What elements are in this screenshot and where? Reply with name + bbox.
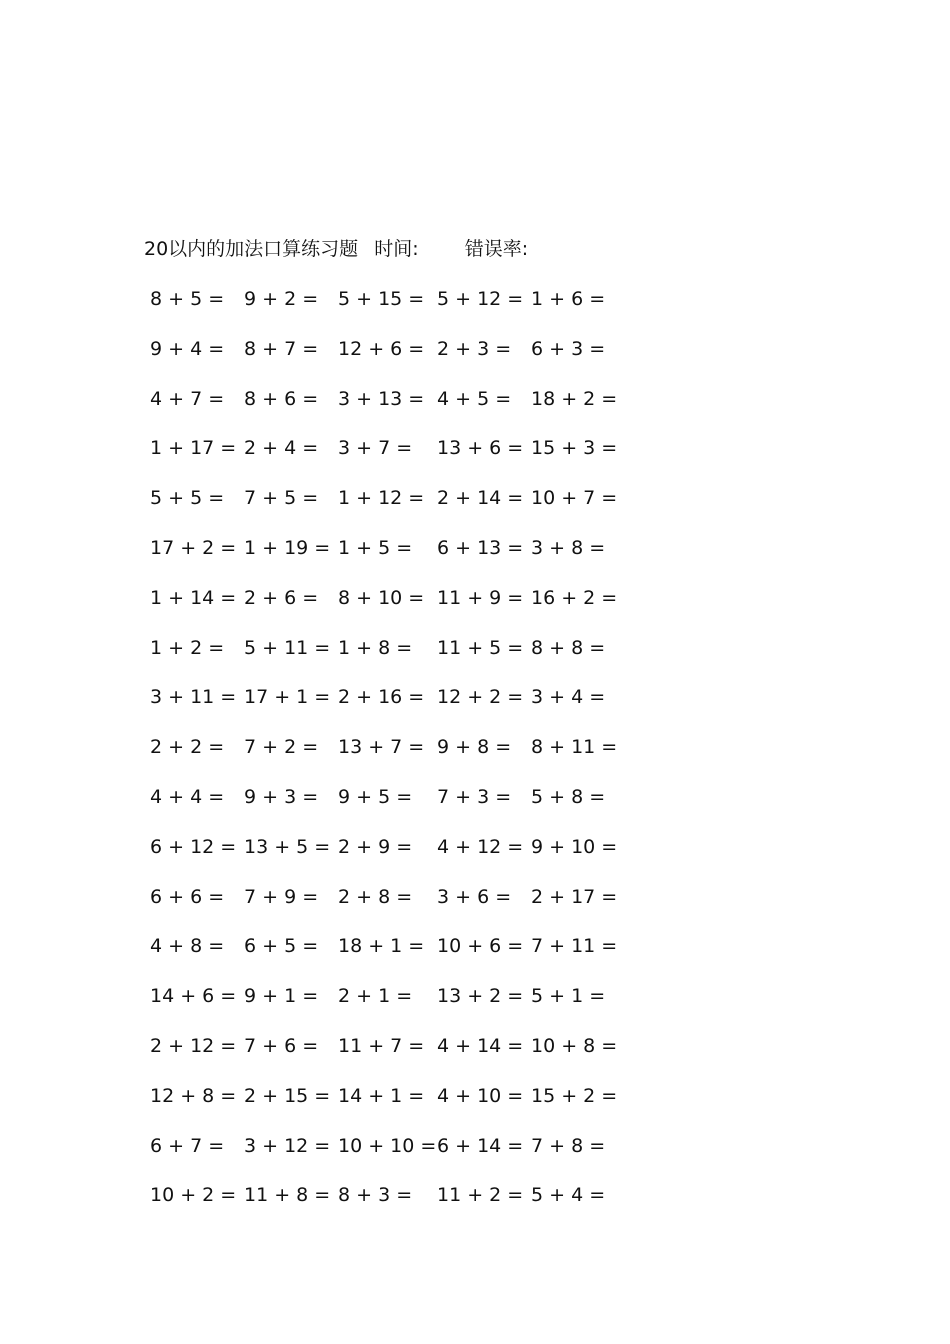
problem-item: 13 + 7 =	[338, 736, 425, 759]
problem-item: 12 + 2 =	[437, 686, 524, 709]
problem-item: 1 + 5 =	[338, 537, 413, 559]
problem-item: 7 + 6 =	[244, 1035, 319, 1057]
time-label: 时间:	[374, 238, 419, 260]
problem-item: 4 + 12 =	[437, 835, 524, 858]
worksheet-title: 20以内的加法口算练习题	[144, 238, 359, 260]
problem-item: 2 + 17 =	[531, 885, 618, 908]
error-rate-label: 错误率:	[464, 238, 529, 260]
problem-item: 9 + 5 =	[338, 786, 413, 808]
problem-item: 13 + 5 =	[244, 835, 331, 858]
problem-item: 7 + 11 =	[531, 935, 618, 958]
problem-item: 2 + 8 =	[338, 885, 413, 908]
problem-item: 2 + 3 =	[437, 337, 512, 360]
problem-item: 5 + 11 =	[244, 636, 331, 659]
problem-item: 10 + 10 =	[338, 1134, 437, 1157]
problem-item: 9 + 4 =	[150, 337, 225, 360]
problem-item: 16 + 2 =	[531, 586, 618, 609]
problem-item: 4 + 4 =	[150, 786, 225, 808]
problem-item: 2 + 15 =	[244, 1084, 331, 1107]
problem-item: 10 + 7 =	[531, 487, 618, 510]
problem-item: 9 + 10 =	[531, 835, 618, 858]
problem-item: 12 + 6 =	[338, 337, 425, 360]
problem-item: 15 + 3 =	[531, 437, 618, 460]
problem-item: 3 + 12 =	[244, 1134, 331, 1157]
problem-item: 8 + 5 =	[150, 288, 225, 310]
problem-item: 3 + 7 =	[338, 437, 413, 460]
problem-item: 10 + 6 =	[437, 935, 524, 958]
problem-item: 6 + 13 =	[437, 537, 524, 559]
problem-item: 1 + 6 =	[531, 288, 606, 310]
problem-item: 13 + 6 =	[437, 437, 524, 460]
problem-item: 8 + 11 =	[531, 736, 618, 759]
problem-item: 2 + 9 =	[338, 835, 413, 858]
problem-item: 8 + 8 =	[531, 636, 606, 659]
problem-item: 11 + 5 =	[437, 636, 524, 659]
problem-item: 7 + 9 =	[244, 885, 319, 908]
problem-item: 4 + 14 =	[437, 1035, 524, 1057]
problem-item: 6 + 6 =	[150, 885, 225, 908]
problem-item: 18 + 1 =	[338, 935, 425, 958]
problem-item: 14 + 1 =	[338, 1084, 425, 1107]
problem-item: 9 + 1 =	[244, 985, 319, 1008]
problem-item: 13 + 2 =	[437, 985, 524, 1008]
problem-item: 2 + 14 =	[437, 487, 524, 510]
problem-item: 1 + 14 =	[150, 586, 237, 609]
problem-item: 1 + 17 =	[150, 437, 237, 460]
problem-item: 2 + 1 =	[338, 985, 413, 1008]
problem-item: 11 + 2 =	[437, 1184, 524, 1207]
problem-item: 6 + 3 =	[531, 337, 606, 360]
problem-item: 17 + 1 =	[244, 686, 331, 709]
problem-item: 1 + 8 =	[338, 636, 413, 659]
problem-item: 8 + 10 =	[338, 586, 425, 609]
problem-item: 6 + 14 =	[437, 1134, 524, 1157]
problem-item: 3 + 4 =	[531, 686, 606, 709]
problem-item: 9 + 8 =	[437, 736, 512, 759]
problem-item: 11 + 7 =	[338, 1035, 425, 1057]
problem-item: 8 + 7 =	[244, 337, 319, 360]
problem-item: 7 + 5 =	[244, 487, 319, 510]
problem-item: 9 + 2 =	[244, 288, 319, 310]
problem-item: 4 + 5 =	[437, 387, 512, 410]
problem-item: 2 + 6 =	[244, 586, 319, 609]
problem-item: 7 + 2 =	[244, 736, 319, 759]
problem-item: 7 + 3 =	[437, 786, 512, 808]
problem-item: 3 + 6 =	[437, 885, 512, 908]
problem-item: 4 + 7 =	[150, 387, 225, 410]
problem-item: 6 + 5 =	[244, 935, 319, 958]
problem-item: 12 + 8 =	[150, 1084, 237, 1107]
problem-item: 6 + 12 =	[150, 835, 237, 858]
problem-item: 1 + 19 =	[244, 537, 331, 559]
problem-item: 5 + 8 =	[531, 786, 606, 808]
problem-item: 2 + 12 =	[150, 1035, 237, 1057]
problem-item: 8 + 3 =	[338, 1184, 413, 1207]
worksheet-header	[144, 236, 528, 262]
problem-item: 18 + 2 =	[531, 387, 618, 410]
problem-item: 9 + 3 =	[244, 786, 319, 808]
problem-item: 2 + 4 =	[244, 437, 319, 460]
problem-item: 5 + 15 =	[338, 288, 425, 310]
problem-item: 5 + 12 =	[437, 288, 524, 310]
problem-item: 7 + 8 =	[531, 1134, 606, 1157]
problem-item: 4 + 10 =	[437, 1084, 524, 1107]
problem-item: 6 + 7 =	[150, 1134, 225, 1157]
problem-item: 1 + 2 =	[150, 636, 225, 659]
problem-item: 1 + 12 =	[338, 487, 425, 510]
problem-item: 11 + 9 =	[437, 586, 524, 609]
problem-item: 15 + 2 =	[531, 1084, 618, 1107]
problem-item: 3 + 13 =	[338, 387, 425, 410]
problem-item: 10 + 8 =	[531, 1035, 618, 1057]
problem-item: 4 + 8 =	[150, 935, 225, 958]
problem-item: 11 + 8 =	[244, 1184, 331, 1207]
problem-item: 3 + 11 =	[150, 686, 237, 709]
problem-item: 3 + 8 =	[531, 537, 606, 559]
problem-item: 5 + 1 =	[531, 985, 606, 1008]
problem-item: 14 + 6 =	[150, 985, 237, 1008]
problem-item: 8 + 6 =	[244, 387, 319, 410]
problem-item: 5 + 5 =	[150, 487, 225, 510]
problem-item: 2 + 2 =	[150, 736, 225, 759]
problem-item: 5 + 4 =	[531, 1184, 606, 1207]
problem-item: 17 + 2 =	[150, 537, 237, 559]
problem-item: 2 + 16 =	[338, 686, 425, 709]
problem-item: 10 + 2 =	[150, 1184, 237, 1207]
